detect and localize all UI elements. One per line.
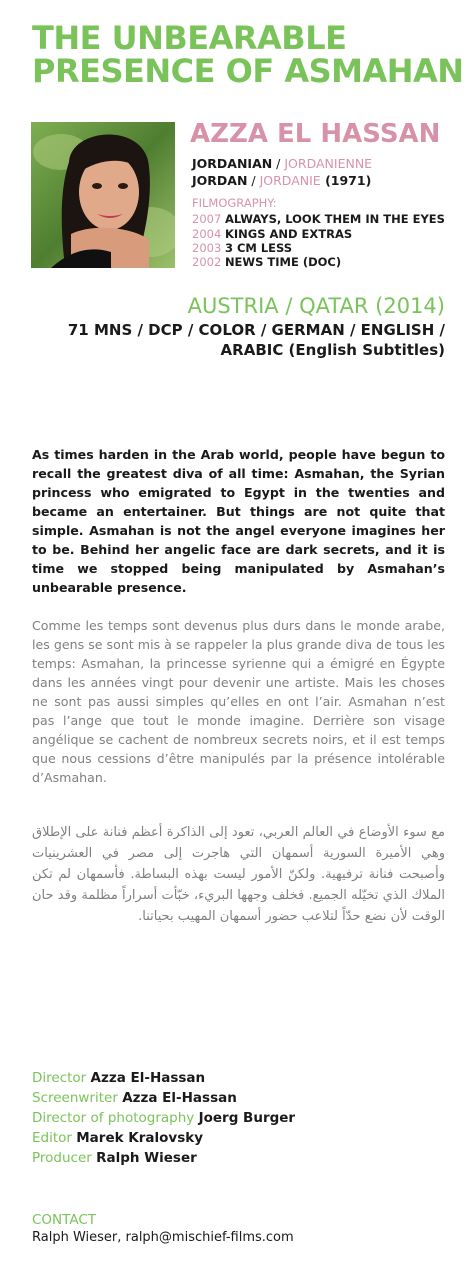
synopsis-french: Comme les temps sont devenus plus durs dans le monde arabe, les gens se sont mis à se rappeler la plus grande diva de tous les temps: Asmahan, la princesse syrienne qui a émigré en Égypte dans les années vingt pour devenir une artiste. Mais les choses ne sont pas aussi simples qu’elles en ont l’air. Asmahan n’est pas l’ange que tout le monde imagine. Derrière son visage angélique se cachent de nombreux secrets noirs, et il est temps que nous cessions d’être manipulés par la présence intolérable d’Asmahan. xyxy=(32,618,445,785)
production-country: AUSTRIA / QATAR (2014) xyxy=(187,294,445,318)
filmography-year: 2004 xyxy=(192,227,222,241)
credit-producer xyxy=(32,1148,197,1168)
separator: / xyxy=(247,173,260,188)
credit-director xyxy=(32,1068,205,1088)
credit-name: Azza El-Hassan xyxy=(90,1070,206,1086)
birth-year: (1971) xyxy=(325,173,372,188)
filmography-item xyxy=(192,241,292,255)
filmography-year: 2002 xyxy=(192,255,222,269)
filmography-year: 2003 xyxy=(192,241,222,255)
birthplace-en: JORDAN xyxy=(192,173,248,188)
synopsis-arabic: مع سوء الأوضاع في العالم العربي، تعود إلى الذاكرة أعظم فنانة على الإطلاق وهي الأميرة السورية أسمهان التي هاجرت إلى مصر في العشرينيات وأصبحت فنانة ترفيهية. ولكنّ الأمور ليست بهذه البساطة. فأسمهان لم تكن الملاك الذي تخيّله الجميع. فخلف وجهها البريء، خبّأت أسراراً مظلمة وقد حان الوقت لأن نضع حدّاً لتلاعب حضور أسمهان المهيب بحياتنا. xyxy=(32,825,445,924)
director-portrait-icon xyxy=(31,122,175,268)
specs-line-1: 71 MNS / DCP / COLOR / GERMAN / ENGLISH / xyxy=(67,321,445,339)
technical-specs xyxy=(25,320,445,360)
filmography-title: ALWAYS, LOOK THEM IN THE EYES xyxy=(224,212,445,226)
filmography-title: 3 CM LESS xyxy=(224,241,293,255)
credit-editor xyxy=(32,1128,203,1148)
credit-dop xyxy=(32,1108,295,1128)
credit-role: Producer xyxy=(32,1150,92,1166)
synopsis-english: As times harden in the Arab world, people have begun to recall the greatest diva of all time: Asmahan, the Syrian princess who emigrated to Egypt in the twenties and became an entertainer. But things are not quite that simple. Asmahan is not the angel everyone imagines her to be. Behind her angelic face are dark secrets, and it is time we stopped being manipulated by Asmahan’s unbearable presence. xyxy=(32,447,445,595)
director-birthplace xyxy=(192,173,371,189)
credit-name: Ralph Wieser xyxy=(96,1150,197,1166)
credit-role: Director xyxy=(32,1070,87,1086)
credit-name: Azza El-Hassan xyxy=(122,1090,237,1106)
contact-info: Ralph Wieser, ralph@mischief-films.com xyxy=(32,1230,294,1245)
filmography-title: NEWS TIME (DOC) xyxy=(224,255,342,269)
film-title xyxy=(32,19,464,90)
director-nationality xyxy=(192,156,372,172)
nationality-fr: JORDANIENNE xyxy=(284,156,373,171)
filmography-item xyxy=(192,255,341,269)
director-portrait-image xyxy=(31,122,175,268)
filmography-item xyxy=(192,227,352,241)
credit-name: Joerg Burger xyxy=(198,1110,296,1126)
credit-name: Marek Kralovsky xyxy=(76,1130,204,1146)
birthplace-fr: JORDANIE xyxy=(259,173,321,188)
nationality-en: JORDANIAN xyxy=(192,156,273,171)
separator: / xyxy=(272,156,285,171)
filmography-label: FILMOGRAPHY: xyxy=(192,196,277,210)
filmography-year: 2007 xyxy=(192,212,222,226)
film-title-line-1: THE UNBEARABLE xyxy=(32,19,347,57)
contact-label: CONTACT xyxy=(32,1212,97,1228)
filmography-item xyxy=(192,212,445,226)
credit-role: Director of photography xyxy=(32,1110,195,1126)
filmography-title: KINGS AND EXTRAS xyxy=(224,227,353,241)
film-title-line-2: PRESENCE OF ASMAHAN xyxy=(32,52,464,90)
credit-screenwriter xyxy=(32,1088,237,1108)
credit-role: Screenwriter xyxy=(32,1090,118,1106)
director-name: AZZA EL HASSAN xyxy=(190,119,441,149)
specs-line-2: ARABIC (English Subtitles) xyxy=(220,341,445,359)
credit-role: Editor xyxy=(32,1130,72,1146)
